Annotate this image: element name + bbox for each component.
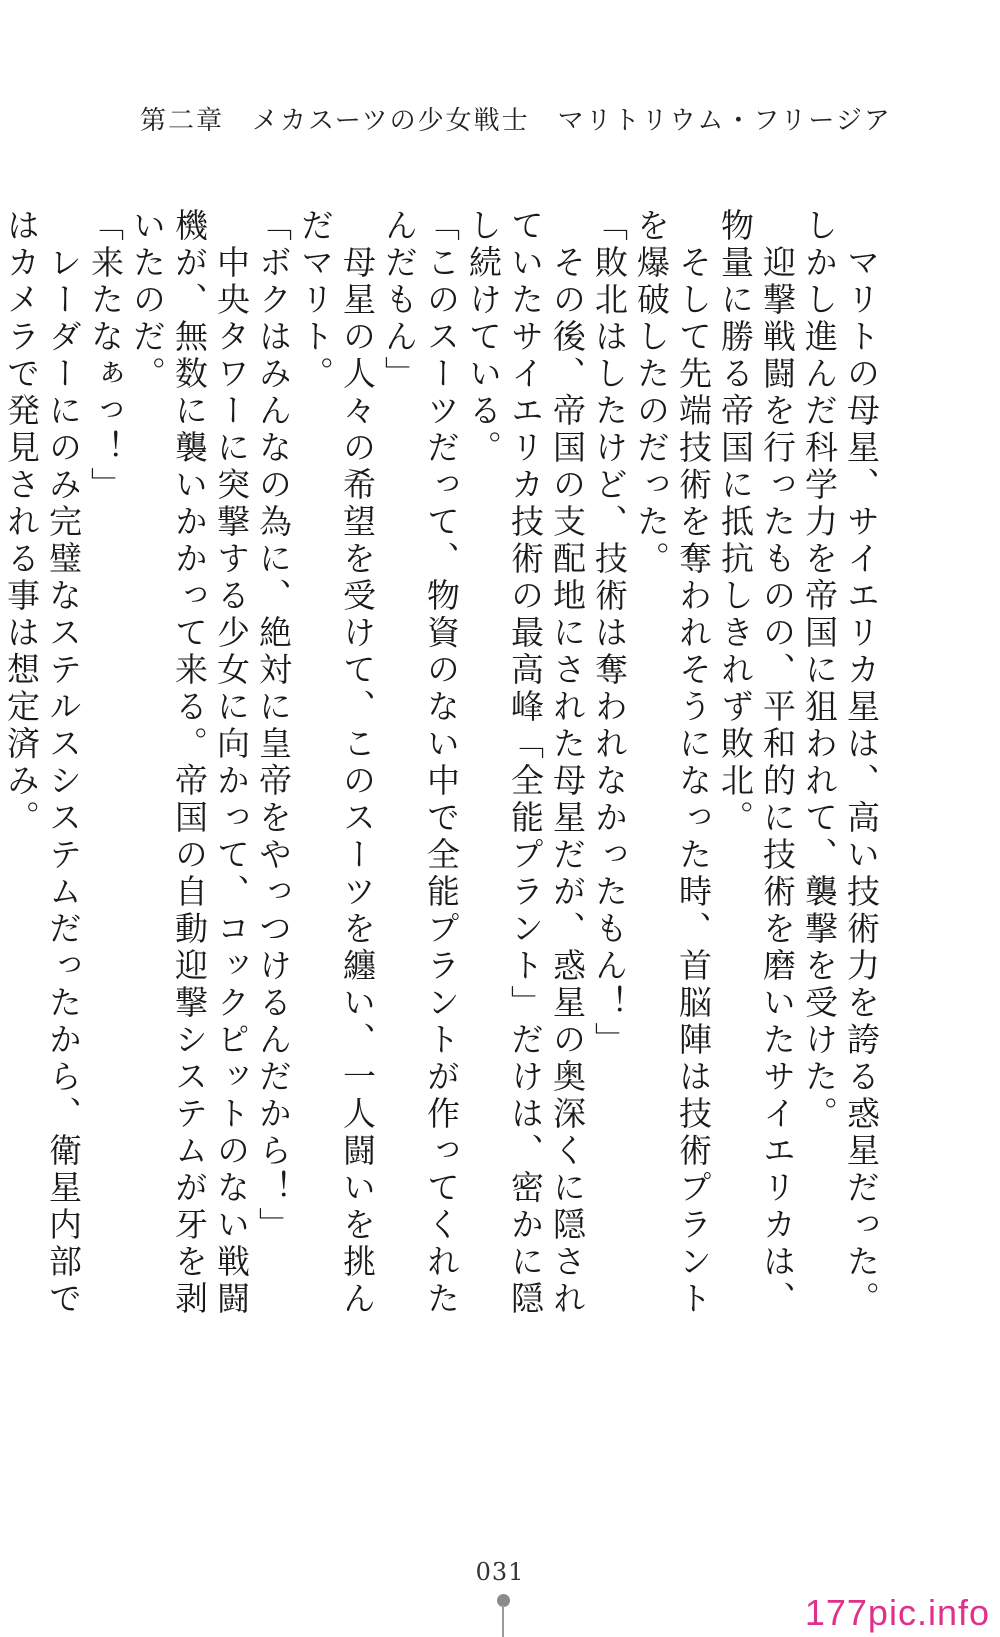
paragraph: 迎撃戦闘を行ったものの、平和的に技術を磨いたサイエリカは、物量に勝る帝国に抵抗しきれず敗北。	[716, 208, 797, 1318]
paragraph: レーダーにのみ完璧なステルスシステムだったから、衛星内部ではカメラで発見される事は想定済み。	[2, 208, 83, 1318]
watermark-text: 177pic.info	[801, 1592, 994, 1634]
paragraph: 母星の人々の希望を受けて、このスーツを纏い、一人闘いを挑んだマリト。	[296, 208, 377, 1318]
paragraph: そして先端技術を奪われそうになった時、首脳陣は技術プラントを爆破したのだった。	[632, 208, 713, 1318]
folio-line-ornament	[502, 1605, 504, 1637]
paragraph: 「このスーツだって、物資のない中で全能プラントが作ってくれたんだもん」	[380, 208, 461, 1318]
paragraph: 「敗北はしたけど、技術は奪われなかったもん！」	[590, 208, 629, 1059]
paragraph: マリトの母星、サイエリカ星は、高い技術力を誇る惑星だった。しかし進んだ科学力を帝国に狙われて、襲撃を受けた。	[800, 208, 881, 1318]
paragraph: 「来たなぁっ！」	[86, 208, 125, 504]
paragraph: 「ボクはみんなの為に、絶対に皇帝をやっつけるんだから！」	[254, 208, 293, 1244]
paragraph: 中央タワーに突撃する少女に向かって、コックピットのない戦闘機が、無数に襲いかかって来る。帝国の自動迎撃システムが牙を剥いたのだ。	[128, 208, 251, 1318]
running-head: 第二章 メカスーツの少女戦士 マリトリウム・フリージア	[140, 106, 892, 136]
body-text	[0, 208, 882, 1338]
paragraph: その後、帝国の支配地にされた母星だが、惑星の奥深くに隠されていたサイエリカ技術の最高峰「全能プラント」だけは、密かに隠し続けている。	[464, 208, 587, 1318]
page-number: 031	[475, 1558, 525, 1586]
